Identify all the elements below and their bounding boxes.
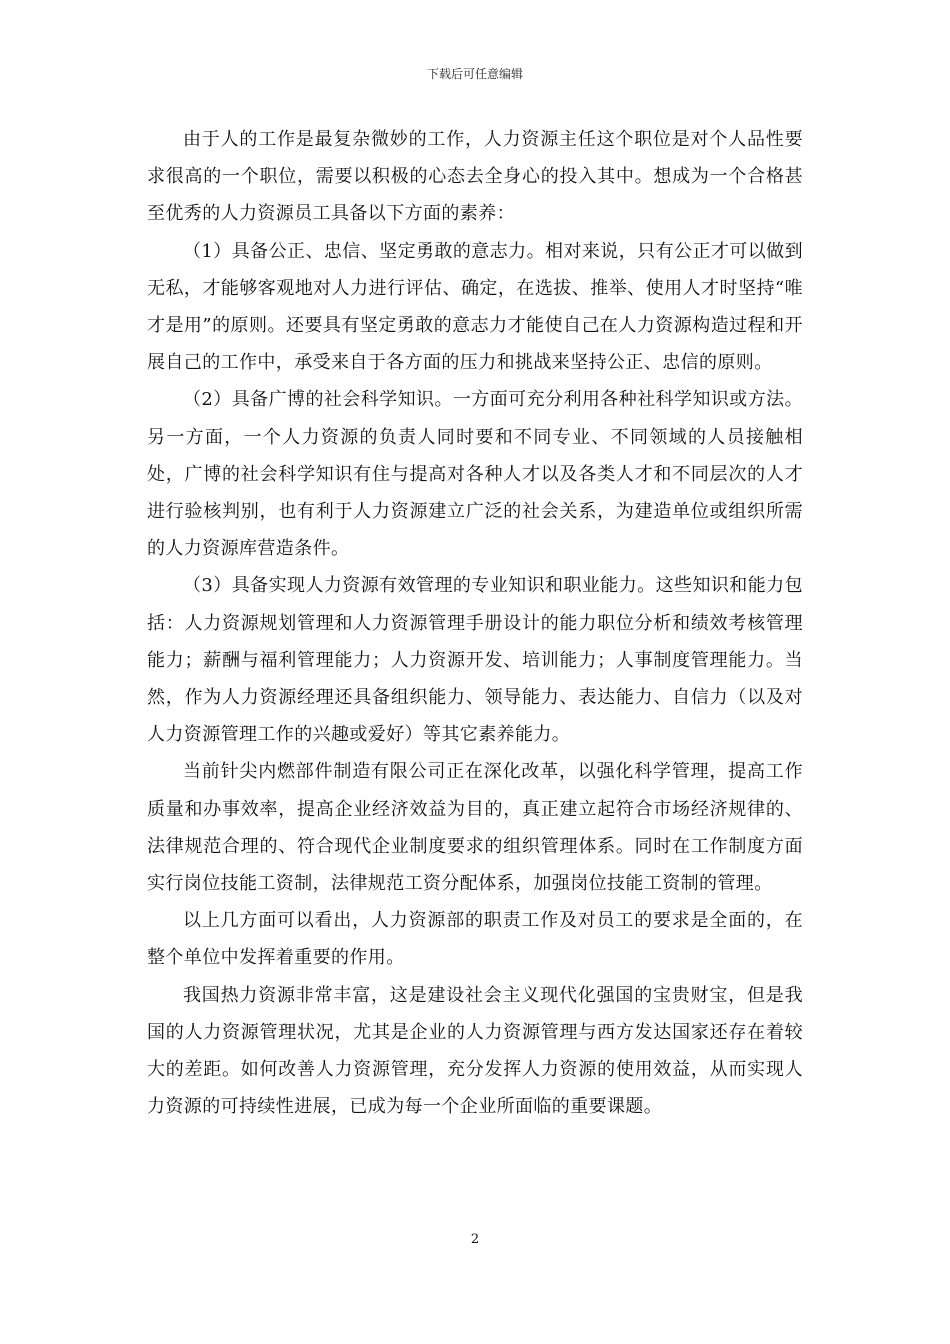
paragraph-conclusion: 我国热力资源非常丰富，这是建设社会主义现代化强国的宝贵财宝，但是我国的人力资源管理状况，尤其是企业的人力资源管理与西方发达国家还存在着较大的差距。如何改善人力资源管理，充分发挥人力资源的使用效益，从而实现人力资源的可持续性进展，已成为每一个企业所面临的重要课题。	[147, 984, 803, 1118]
paragraph-company: 当前针尖内燃部件制造有限公司正在深化改革，以强化科学管理，提高工作质量和办事效率，提高企业经济效益为目的，真正建立起符合市场经济规律的、法律规范合理的、符合现代企业制度要求的组织管理体系。同时在工作制度方面实行岗位技能工资制，法律规范工资分配体系，加强岗位技能工资制的管理。	[147, 761, 803, 895]
paragraph-summary: 以上几方面可以看出，人力资源部的职责工作及对员工的要求是全面的，在整个单位中发挥着重要的作用。	[147, 910, 803, 969]
document-body	[147, 121, 803, 1125]
paragraph-item-2: （2）具备广博的社会科学知识。一方面可充分利用各种社科学知识或方法。另一方面，一个人力资源的负责人同时要和不同专业、不同领域的人员接触相处，广博的社会科学知识有住与提高对各种人才以及各类人才和不同层次的人才进行验核判别，也有利于人力资源建立广泛的社会关系，为建造单位或组织所需的人力资源库营造条件。	[147, 389, 803, 560]
paragraph-item-3: （3）具备实现人力资源有效管理的专业知识和职业能力。这些知识和能力包括：人力资源规划管理和人力资源管理手册设计的能力职位分析和绩效考核管理能力；薪酬与福利管理能力；人力资源开发、培训能力；人事制度管理能力。当然，作为人力资源经理还具备组织能力、领导能力、表达能力、自信力（以及对人力资源管理工作的兴趣或爱好）等其它素养能力。	[147, 575, 803, 746]
paragraph-item-1: （1）具备公正、忠信、坚定勇敢的意志力。相对来说，只有公正才可以做到无私，才能够客观地对人力进行评估、确定，在选拔、推举、使用人才时坚持“唯才是用”的原则。还要具有坚定勇敢的意志力才能使自己在人力资源构造过程和开展自己的工作中，承受来自于各方面的压力和挑战来坚持公正、忠信的原则。	[147, 240, 803, 374]
page-number: 2	[470, 1232, 480, 1247]
page-header: 下载后可任意编辑	[426, 67, 523, 81]
paragraph-intro: 由于人的工作是最复杂微妙的工作，人力资源主任这个职位是对个人品性要求很高的一个职位，需要以积极的心态去全身心的投入其中。想成为一个合格甚至优秀的人力资源员工具备以下方面的素养：	[147, 129, 803, 225]
